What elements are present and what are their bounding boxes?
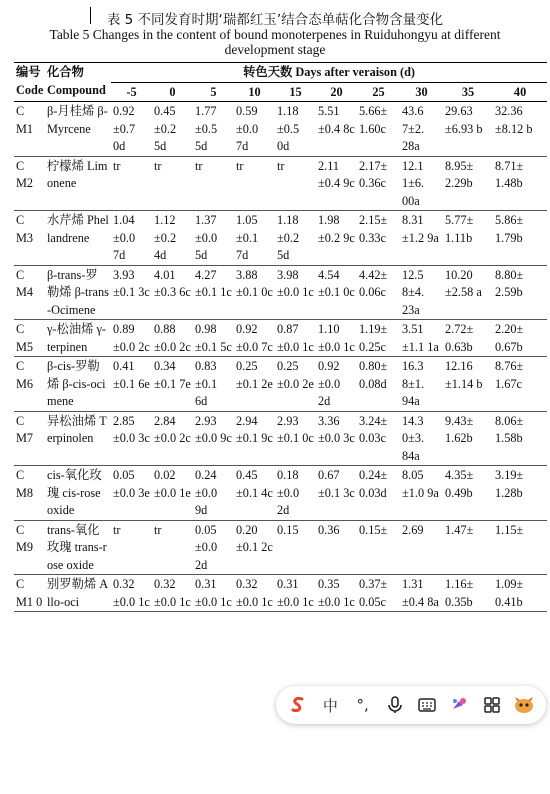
row-value: 0.32 ±0.0 1c (234, 575, 275, 612)
row-code: C M7 (14, 411, 45, 466)
mascot-icon[interactable] (513, 694, 535, 716)
row-value: 8.95± 2.29b (443, 156, 493, 211)
row-value: 1.09± 0.41b (493, 575, 547, 612)
table-title-en: Table 5 Changes in the content of bound monoterpenes in Ruiduhongyu at different development stage (49, 27, 501, 57)
row-value: 0.88 ±0.0 2c (152, 320, 193, 357)
row-value: tr (275, 156, 316, 211)
row-value: 4.01 ±0.3 6c (152, 265, 193, 320)
row-compound: β-cis-罗勒烯 β-cis-ocimene (45, 357, 111, 412)
row-value: 4.35± 0.49b (443, 466, 493, 521)
header-compound: 化合物 Compound (45, 63, 111, 102)
text-cursor (90, 7, 91, 24)
row-value: tr (152, 156, 193, 211)
row-compound: trans-氧化玫瑰 trans-rose oxide (45, 520, 111, 575)
row-compound: β-月桂烯 β-Myrcene (45, 102, 111, 157)
row-value: 3.19± 1.28b (493, 466, 547, 521)
header-day: 35 (443, 82, 493, 102)
row-value: 1.04 ±0.0 7d (111, 211, 152, 266)
row-value: 0.89 ±0.0 2c (111, 320, 152, 357)
table-row (14, 320, 547, 357)
row-value: 0.45 ±0.1 4c (234, 466, 275, 521)
row-value: 12.16 ±1.14 b (443, 357, 493, 412)
row-value: 1.12 ±0.2 4d (152, 211, 193, 266)
row-value: 1.37 ±0.0 5d (193, 211, 234, 266)
row-value: 0.32 ±0.0 1c (111, 575, 152, 612)
row-value: 3.88 ±0.1 0c (234, 265, 275, 320)
table-row (14, 211, 547, 266)
row-value: tr (193, 156, 234, 211)
row-code: C M3 (14, 211, 45, 266)
table-row (14, 265, 547, 320)
row-compound: 别罗勒烯 Allo-oci (45, 575, 111, 612)
row-value: 2.94 ±0.1 9c (234, 411, 275, 466)
row-value: 0.25 ±0.0 2e (275, 357, 316, 412)
row-value: 12.5 8±4. 23a (400, 265, 443, 320)
row-value: 32.36 ±8.12 b (493, 102, 547, 157)
row-value: 3.98 ±0.0 1c (275, 265, 316, 320)
row-code: C M8 (14, 466, 45, 521)
row-value: 8.06± 1.58b (493, 411, 547, 466)
row-value: 0.92 ±0.0 7c (234, 320, 275, 357)
row-value: 0.59 ±0.0 7d (234, 102, 275, 157)
row-value: 1.19± 0.25c (357, 320, 400, 357)
table-row (14, 156, 547, 211)
row-value: tr (111, 156, 152, 211)
row-value: 0.98 ±0.1 5c (193, 320, 234, 357)
row-value: 3.51 ±1.1 1a (400, 320, 443, 357)
row-value: 1.47± (443, 520, 493, 575)
row-value: 0.92 ±0.0 2d (316, 357, 357, 412)
row-value: 0.31 ±0.0 1c (275, 575, 316, 612)
row-value: 0.24± 0.03d (357, 466, 400, 521)
row-value: 1.98 ±0.2 9c (316, 211, 357, 266)
header-days-title: 转色天数 Days after veraison (d) (111, 63, 547, 83)
row-value: 0.87 ±0.0 1c (275, 320, 316, 357)
header-day: 0 (152, 82, 193, 102)
row-compound: cis-氧化玫瑰 cis-rose oxide (45, 466, 111, 521)
row-value: 5.77± 1.11b (443, 211, 493, 266)
row-value: 1.18 ±0.2 5d (275, 211, 316, 266)
ime-toolbar[interactable] (276, 686, 546, 724)
header-day: 20 (316, 82, 357, 102)
row-compound: 异松油烯 Terpinolen (45, 411, 111, 466)
table-row (14, 357, 547, 412)
row-value: 0.18 ±0.0 2d (275, 466, 316, 521)
row-value: 0.36 (316, 520, 357, 575)
row-value: 8.31 ±1.2 9a (400, 211, 443, 266)
row-value: 4.42± 0.06c (357, 265, 400, 320)
row-code: C M4 (14, 265, 45, 320)
row-code: C M2 (14, 156, 45, 211)
row-value: 0.32 ±0.0 1c (152, 575, 193, 612)
row-value: 0.05 ±0.0 2d (193, 520, 234, 575)
row-value: 1.15± (493, 520, 547, 575)
punctuation-icon[interactable]: °, (356, 696, 369, 714)
row-value: 0.45 ±0.2 5d (152, 102, 193, 157)
row-value: 0.25 ±0.1 2e (234, 357, 275, 412)
row-value: 5.51 ±0.4 8c (316, 102, 357, 157)
row-value: 0.67 ±0.1 3c (316, 466, 357, 521)
table-row (14, 520, 547, 575)
row-value: tr (234, 156, 275, 211)
row-value: 0.02 ±0.0 1e (152, 466, 193, 521)
chinese-mode-icon[interactable]: 中 (322, 696, 338, 715)
row-compound: β-trans-罗勒烯 β-trans-Ocimene (45, 265, 111, 320)
row-value: 12.1 1±6. 00a (400, 156, 443, 211)
row-value: 2.85 ±0.0 3c (111, 411, 152, 466)
header-day: 5 (193, 82, 234, 102)
header-day: -5 (111, 82, 152, 102)
row-value: 9.43± 1.62b (443, 411, 493, 466)
header-day: 10 (234, 82, 275, 102)
row-value: 43.6 7±2. 28a (400, 102, 443, 157)
row-value: 29.63 ±6.93 b (443, 102, 493, 157)
row-value: 2.72± 0.63b (443, 320, 493, 357)
skin-icon[interactable] (448, 694, 470, 716)
table-row (14, 575, 547, 612)
row-value: 4.54 ±0.1 0c (316, 265, 357, 320)
table-title-cn: 表 5 不同发育时期‘瑞都红玉’结合态单萜化合物含量变化 (106, 12, 444, 28)
row-value: 2.11 ±0.4 9c (316, 156, 357, 211)
row-value: 1.05 ±0.1 7d (234, 211, 275, 266)
row-value: 0.05 ±0.0 3e (111, 466, 152, 521)
row-value: 0.83 ±0.1 6d (193, 357, 234, 412)
sogou-logo-icon[interactable] (287, 694, 309, 716)
row-code: C M1 (14, 102, 45, 157)
row-value: 1.10 ±0.0 1c (316, 320, 357, 357)
row-code: C M6 (14, 357, 45, 412)
keyboard-icon[interactable] (416, 694, 438, 716)
row-compound: 水芹烯 Phellandrene (45, 211, 111, 266)
row-value: 8.05 ±1.0 9a (400, 466, 443, 521)
row-value: 0.35 ±0.0 1c (316, 575, 357, 612)
row-value: tr (111, 520, 152, 575)
row-value: 10.20 ±2.58 a (443, 265, 493, 320)
row-value: 2.20± 0.67b (493, 320, 547, 357)
table-row (14, 466, 547, 521)
microphone-icon[interactable] (384, 694, 406, 716)
row-value: 3.36 ±0.0 3c (316, 411, 357, 466)
row-value: 2.93 ±0.1 0c (275, 411, 316, 466)
row-value: 8.80± 2.59b (493, 265, 547, 320)
header-day: 40 (493, 82, 547, 102)
row-compound: 柠檬烯 Limonene (45, 156, 111, 211)
row-code: C M9 (14, 520, 45, 575)
row-value: 0.31 ±0.0 1c (193, 575, 234, 612)
row-value: tr (152, 520, 193, 575)
row-value: 2.93 ±0.0 9c (193, 411, 234, 466)
row-value: 4.27 ±0.1 1c (193, 265, 234, 320)
row-value: 16.3 8±1. 94a (400, 357, 443, 412)
row-value: 0.15 (275, 520, 316, 575)
row-value: 2.15± 0.33c (357, 211, 400, 266)
header-code: 编号 Code (14, 63, 45, 102)
grid-icon[interactable] (481, 694, 503, 716)
table-row (14, 102, 547, 157)
row-value: 8.76± 1.67c (493, 357, 547, 412)
row-value: 2.84 ±0.0 2c (152, 411, 193, 466)
row-value: 0.34 ±0.1 7e (152, 357, 193, 412)
row-value: 0.80± 0.08d (357, 357, 400, 412)
row-value: 5.66± 1.60c (357, 102, 400, 157)
row-value: 0.41 ±0.1 6e (111, 357, 152, 412)
row-value: 0.24 ±0.0 9d (193, 466, 234, 521)
row-value: 8.71± 1.48b (493, 156, 547, 211)
row-value: 3.24± 0.03c (357, 411, 400, 466)
row-value: 1.77 ±0.5 5d (193, 102, 234, 157)
row-value: 0.92 ±0.7 0d (111, 102, 152, 157)
row-code: C M5 (14, 320, 45, 357)
row-value: 2.69 (400, 520, 443, 575)
row-value: 1.18 ±0.5 0d (275, 102, 316, 157)
row-value: 3.93 ±0.1 3c (111, 265, 152, 320)
table-row (14, 411, 547, 466)
monoterpene-table (14, 62, 547, 612)
row-code: C M1 0 (14, 575, 45, 612)
row-value: 2.17± 0.36c (357, 156, 400, 211)
row-value: 0.37± 0.05c (357, 575, 400, 612)
row-value: 0.20 ±0.1 2c (234, 520, 275, 575)
header-day: 30 (400, 82, 443, 102)
row-compound: γ-松油烯 γ-terpinen (45, 320, 111, 357)
row-value: 14.3 0±3. 84a (400, 411, 443, 466)
row-value: 5.86± 1.79b (493, 211, 547, 266)
header-day: 15 (275, 82, 316, 102)
header-day: 25 (357, 82, 400, 102)
row-value: 0.15± (357, 520, 400, 575)
row-value: 1.31 ±0.4 8a (400, 575, 443, 612)
row-value: 1.16± 0.35b (443, 575, 493, 612)
